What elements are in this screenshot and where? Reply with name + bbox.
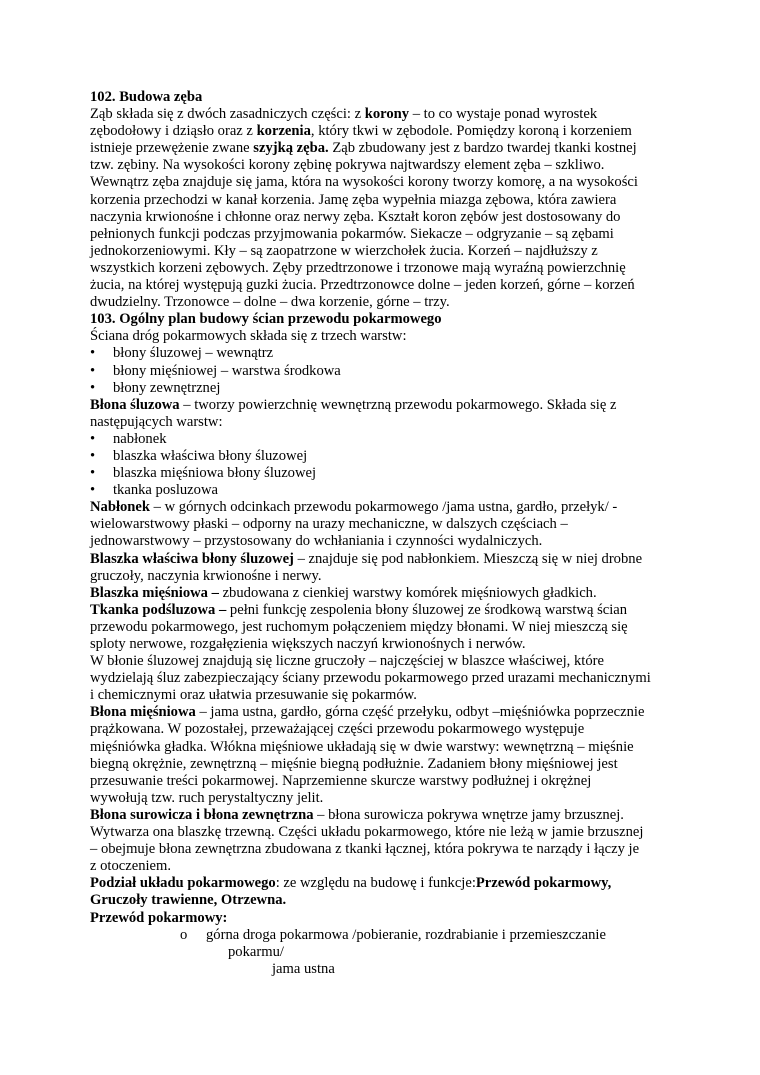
paragraph-line: – obejmuje błona zewnętrzna zbudowana z tkanki łącznej, która pokrywa te narządy i łączy je [90, 841, 640, 858]
paragraph-line: Nabłonek – w górnych odcinkach przewodu pokarmowego /jama ustna, gardło, przełyk/ - [90, 499, 618, 516]
paragraph-line: Wewnątrz zęba znajduje się jama, która na wysokości korony tworzy komorę, a na wysokości [90, 174, 638, 191]
paragraph-line: zębodołowy i dziąsło oraz z korzenia, który tkwi w zębodole. Pomiędzy koroną i korzeniem [90, 123, 632, 140]
paragraph-line: z otoczeniem. [90, 858, 172, 875]
paragraph-line: Błona mięśniowa – jama ustna, gardło, górna część przełyku, odbyt –mięśniówka poprzecznie [90, 704, 645, 721]
paragraph-line: Tkanka podśluzowa – pełni funkcję zespolenia błony śluzowej ze środkową warstwą ścian [90, 601, 628, 618]
paragraph-line: Ząb składa się z dwóch zasadniczych części: z korony – to co wystaje ponad wyrostek [90, 106, 598, 123]
document-page [90, 89, 690, 978]
list-item: • blaszka mięśniowa błony śluzowej [90, 465, 317, 482]
paragraph-line: biegną okrężnie, zewnętrzną – mięśnie biegną podłużnie. Zadaniem błony mięśniowej jest [90, 755, 618, 772]
paragraph-line: istnieje przewężenie zwane szyjką zęba. Ząb zbudowany jest z bardzo twardej tkanki kostnej [90, 140, 637, 157]
list-item: • błony śluzowej – wewnątrz [90, 345, 274, 362]
paragraph-line: prążkowana. W pozostałej, przeważającej części przewodu pokarmowego występuje [90, 721, 585, 738]
list-item-continuation: pokarmu/ [228, 943, 284, 960]
paragraph-line: wydzielają śluz zabezpieczający ściany przewodu pokarmowego przed urazami mechanicznymi [90, 670, 651, 687]
paragraph-line: sploty nerwowe, rozgałęzienia większych naczyń krwionośnych i nerwów. [90, 636, 526, 652]
paragraph-line: Podział układu pokarmowego: ze względu na budowę i funkcje:Przewód pokarmowy, [90, 875, 612, 892]
paragraph-line: wywołują tzw. ruch perystaltyczny jelit. [90, 789, 324, 806]
paragraph-line: Błona surowicza i błona zewnętrzna – błona surowicza pokrywa wnętrze jamy brzusznej. [90, 806, 624, 823]
list-item: • nabłonek [90, 430, 167, 447]
paragraph-line: dwudzielny. Trzonowce – dolne – dwa korzenie, górne – trzy. [90, 294, 450, 311]
paragraph-line: gruczoły, naczynia krwionośne i nerwy. [90, 567, 322, 584]
paragraph-line: Wytwarza ona blaszkę trzewną. Części układu pokarmowego, które nie leżą w jamie brzusznej [90, 824, 644, 841]
paragraph-line: jednowarstwowy – przystosowany do wchłaniania i czynności wydalniczych. [90, 533, 543, 550]
paragraph-line: korzenia przechodzi w kanał korzenia. Jamę zęba wypełnia miazga zębowa, która zawiera [90, 191, 617, 208]
list-item: • blaszka właściwa błony śluzowej [90, 447, 308, 464]
paragraph-line: i chemicznymi oraz ułatwia przesuwanie się pokarmów. [90, 687, 417, 704]
paragraph-line: Błona śluzowa – tworzy powierzchnię wewnętrzną przewodu pokarmowego. Składa się z [90, 396, 617, 413]
paragraph-line: żucia, na której występują guzki żucia. Przedtrzonowce dolne – jeden korzeń, górne – korzeń [90, 277, 635, 294]
paragraph-line: Blaszka właściwa błony śluzowej – znajduje się pod nabłonkiem. Mieszczą się w niej drobne [90, 550, 643, 567]
paragraph-line: W błonie śluzowej znajdują się liczne gruczoły – najczęściej w blaszce właściwej, które [90, 653, 604, 670]
paragraph-line: naczynia krwionośne i chłonne oraz nerwy zęba. Kształt koron zębów jest dostosowany do [90, 208, 621, 225]
paragraph-line: wielowarstwowy płaski – odporny na urazy mechaniczne, w dalszych częściach – [90, 516, 568, 533]
paragraph-line: wszystkich korzeni zębowych. Zęby przedtrzonowe i trzonowe mają wyraźną powierzchnię [90, 259, 626, 276]
paragraph-line: mięśniówka gładka. Włókna mięśniowe układają się w dwie warstwy: wewnętrzną – mięśnie [90, 738, 634, 755]
list-item: jama ustna [272, 960, 335, 977]
paragraph-line: jednokorzeniowymi. Kły – są zaopatrzone w wierzchołek żucia. Korzeń – najdłuższy z [90, 242, 598, 259]
paragraph-line: następujących warstw: [90, 413, 223, 430]
list-item: • błony mięśniowej – warstwa środkowa [90, 362, 341, 379]
paragraph-line: Blaszka mięśniowa – zbudowana z cienkiej warstwy komórek mięśniowych gładkich. [90, 584, 597, 601]
paragraph-line: Przewód pokarmowy: [90, 909, 228, 926]
paragraph-line: tzw. zębiny. Na wysokości korony zębinę pokrywa najtwardszy element zęba – szkliwo. [90, 157, 605, 174]
paragraph-line: przesuwanie treści pokarmowej. Naprzemienne skurcze warstwy podłużnej i okrężnej [90, 772, 592, 789]
list-item: • tkanka posluzowa [90, 482, 218, 499]
paragraph-line: przewodu pokarmowego, jest ruchomym połączeniem między błonami. W niej mieszczą się [90, 618, 628, 635]
list-item: o górna droga pokarmowa /pobieranie, rozdrabianie i przemieszczanie [180, 926, 606, 943]
paragraph-line: pełnionych funkcji podczas przyjmowania pokarmów. Siekacze – odgryzanie – są zębami [90, 225, 614, 242]
section-103-title: 103. Ogólny plan budowy ścian przewodu pokarmowego [90, 311, 442, 328]
list-item: • błony zewnętrznej [90, 379, 221, 396]
section-102-title: 102. Budowa zęba [90, 89, 203, 105]
paragraph-line: Ściana dróg pokarmowych składa się z trzech warstw: [90, 328, 407, 345]
paragraph-line: Gruczoły trawienne, Otrzewna. [90, 892, 287, 909]
